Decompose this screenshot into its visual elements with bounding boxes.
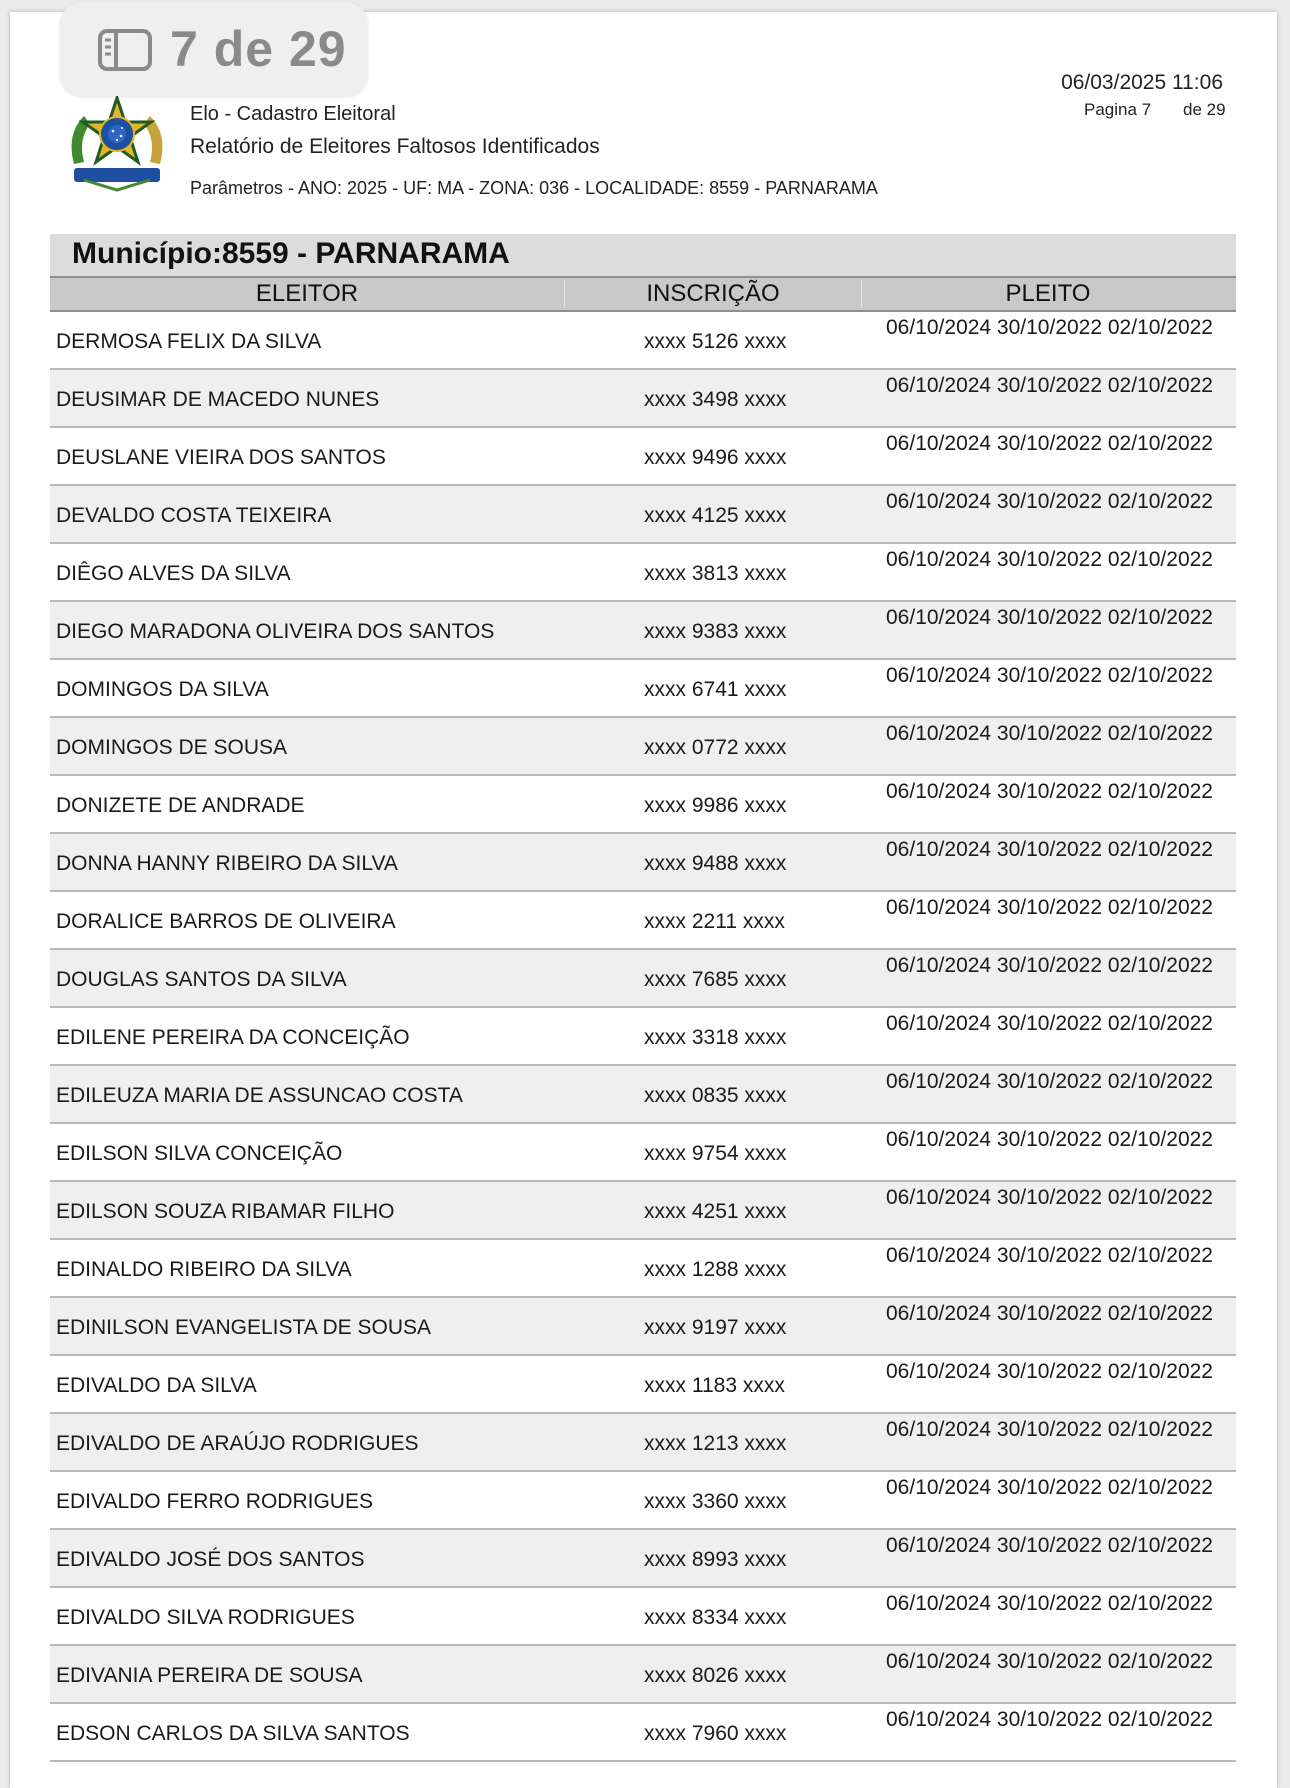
voter-pleito: 06/10/2024 30/10/2022 02/10/2022: [886, 374, 1213, 397]
voter-inscricao: xxxx 8026 xxxx: [644, 1664, 787, 1687]
voter-inscricao: xxxx 8993 xxxx: [644, 1548, 787, 1571]
voter-name: EDIVALDO JOSÉ DOS SANTOS: [56, 1548, 365, 1571]
voter-name: DOMINGOS DE SOUSA: [56, 736, 288, 759]
voter-name: DONIZETE DE ANDRADE: [56, 794, 305, 817]
voter-inscricao: xxxx 9383 xxxx: [644, 620, 787, 643]
table-row: [50, 1356, 1236, 1414]
voter-inscricao: xxxx 9488 xxxx: [644, 852, 787, 875]
municipio-header: [50, 234, 1236, 276]
voter-inscricao: xxxx 4125 xxxx: [644, 504, 787, 527]
voter-pleito: 06/10/2024 30/10/2022 02/10/2022: [886, 954, 1213, 977]
table-row: [50, 544, 1236, 602]
voter-name: EDINILSON EVANGELISTA DE SOUSA: [56, 1316, 431, 1339]
table-row: [50, 312, 1236, 370]
voter-inscricao: xxxx 5126 xxxx: [644, 330, 787, 353]
voter-inscricao: xxxx 3318 xxxx: [644, 1026, 787, 1049]
page-label: Pagina 7: [1084, 100, 1152, 119]
table-row: [50, 370, 1236, 428]
voter-inscricao: xxxx 1213 xxxx: [644, 1432, 787, 1455]
voter-pleito: 06/10/2024 30/10/2022 02/10/2022: [886, 1418, 1213, 1441]
voter-name: DEUSIMAR DE MACEDO NUNES: [56, 388, 380, 411]
voter-inscricao: xxxx 3498 xxxx: [644, 388, 787, 411]
voter-inscricao: xxxx 4251 xxxx: [644, 1200, 787, 1223]
voter-inscricao: xxxx 2211 xxxx: [644, 910, 785, 933]
voter-pleito: 06/10/2024 30/10/2022 02/10/2022: [886, 548, 1213, 571]
voter-inscricao: xxxx 0835 xxxx: [644, 1084, 787, 1107]
voter-pleito: 06/10/2024 30/10/2022 02/10/2022: [886, 780, 1213, 803]
column-header-eleitor: ELEITOR: [255, 280, 359, 307]
column-header-pleito: PLEITO: [1005, 280, 1091, 307]
voter-name: EDIVALDO FERRO RODRIGUES: [56, 1490, 373, 1513]
voter-pleito: 06/10/2024 30/10/2022 02/10/2022: [886, 606, 1213, 629]
municipio-label: Município:8559 - PARNARAMA: [72, 237, 510, 270]
table-row: [50, 1472, 1236, 1530]
voter-name: DIÊGO ALVES DA SILVA: [56, 562, 291, 585]
voter-name: EDINALDO RIBEIRO DA SILVA: [56, 1258, 352, 1281]
voter-inscricao: xxxx 9197 xxxx: [644, 1316, 787, 1339]
voter-pleito: 06/10/2024 30/10/2022 02/10/2022: [886, 1012, 1213, 1035]
voter-name: DEUSLANE VIEIRA DOS SANTOS: [56, 446, 386, 469]
table-row: [50, 1414, 1236, 1472]
voter-name: EDILEUZA MARIA DE ASSUNCAO COSTA: [56, 1084, 463, 1107]
table-row: [50, 1124, 1236, 1182]
table-row: [50, 428, 1236, 486]
table-row: [50, 1066, 1236, 1124]
brazil-coat-of-arms-icon: [64, 94, 170, 194]
voter-inscricao: xxxx 9986 xxxx: [644, 794, 787, 817]
voter-name: EDIVALDO DA SILVA: [56, 1374, 257, 1397]
voter-pleito: 06/10/2024 30/10/2022 02/10/2022: [886, 1534, 1213, 1557]
voter-pleito: 06/10/2024 30/10/2022 02/10/2022: [886, 1592, 1213, 1615]
voter-name: DOUGLAS SANTOS DA SILVA: [56, 968, 347, 991]
voter-pleito: 06/10/2024 30/10/2022 02/10/2022: [886, 316, 1213, 339]
table-row: [50, 1530, 1236, 1588]
voter-inscricao: xxxx 1288 xxxx: [644, 1258, 787, 1281]
table-row: [50, 776, 1236, 834]
table-row: [50, 892, 1236, 950]
voter-pleito: 06/10/2024 30/10/2022 02/10/2022: [886, 664, 1213, 687]
page-indicator-text: 7 de 29: [170, 21, 347, 77]
page-total: de 29: [1183, 100, 1226, 119]
voter-inscricao: xxxx 3360 xxxx: [644, 1490, 787, 1513]
voter-name: EDIVALDO DE ARAÚJO RODRIGUES: [56, 1432, 419, 1455]
voter-pleito: 06/10/2024 30/10/2022 02/10/2022: [886, 1650, 1213, 1673]
table-row: [50, 1704, 1236, 1762]
voter-pleito: 06/10/2024 30/10/2022 02/10/2022: [886, 838, 1213, 861]
voter-inscricao: xxxx 7960 xxxx: [644, 1722, 787, 1745]
report-title: Relatório de Eleitores Faltosos Identificados: [190, 135, 600, 158]
report-datetime: 06/03/2025 11:06: [1061, 71, 1223, 94]
voter-pleito: 06/10/2024 30/10/2022 02/10/2022: [886, 1302, 1213, 1325]
voter-name: DOMINGOS DA SILVA: [56, 678, 269, 701]
sidebar-icon[interactable]: [98, 29, 152, 71]
voter-pleito: 06/10/2024 30/10/2022 02/10/2022: [886, 1360, 1213, 1383]
table-row: [50, 718, 1236, 776]
voter-pleito: 06/10/2024 30/10/2022 02/10/2022: [886, 1070, 1213, 1093]
voter-inscricao: xxxx 9496 xxxx: [644, 446, 787, 469]
column-header-inscricao: INSCRIÇÃO: [564, 280, 862, 308]
voter-pleito: 06/10/2024 30/10/2022 02/10/2022: [886, 1244, 1213, 1267]
voter-inscricao: xxxx 1183 xxxx: [644, 1374, 785, 1397]
voter-pleito: 06/10/2024 30/10/2022 02/10/2022: [886, 1186, 1213, 1209]
voter-name: EDILSON SOUZA RIBAMAR FILHO: [56, 1200, 395, 1223]
table-row: [50, 950, 1236, 1008]
voter-pleito: 06/10/2024 30/10/2022 02/10/2022: [886, 490, 1213, 513]
table-row: [50, 1298, 1236, 1356]
voter-name: DORALICE BARROS DE OLIVEIRA: [56, 910, 396, 933]
voter-name: EDIVALDO SILVA RODRIGUES: [56, 1606, 355, 1629]
system-name: Elo - Cadastro Eleitoral: [190, 103, 396, 125]
voter-inscricao: xxxx 8334 xxxx: [644, 1606, 787, 1629]
table-header: [50, 276, 1236, 312]
voter-pleito: 06/10/2024 30/10/2022 02/10/2022: [886, 1476, 1213, 1499]
voter-name: DERMOSA FELIX DA SILVA: [56, 330, 322, 353]
voter-name: DONNA HANNY RIBEIRO DA SILVA: [56, 852, 398, 875]
voter-name: EDILENE PEREIRA DA CONCEIÇÃO: [56, 1026, 410, 1049]
voter-inscricao: xxxx 6741 xxxx: [644, 678, 787, 701]
table-row: [50, 834, 1236, 892]
voter-name: DEVALDO COSTA TEIXEIRA: [56, 504, 332, 527]
table-row: [50, 1182, 1236, 1240]
page-indicator[interactable]: [60, 2, 368, 96]
voter-pleito: 06/10/2024 30/10/2022 02/10/2022: [886, 1708, 1213, 1731]
voter-pleito: 06/10/2024 30/10/2022 02/10/2022: [886, 722, 1213, 745]
voter-pleito: 06/10/2024 30/10/2022 02/10/2022: [886, 896, 1213, 919]
voter-inscricao: xxxx 0772 xxxx: [644, 736, 787, 759]
voter-inscricao: xxxx 7685 xxxx: [644, 968, 787, 991]
voter-inscricao: xxxx 9754 xxxx: [644, 1142, 787, 1165]
report-parameters: Parâmetros - ANO: 2025 - UF: MA - ZONA: 036 - LOCALIDADE: 8559 - PARNARAMA: [190, 178, 878, 198]
table-row: [50, 1008, 1236, 1066]
table-row: [50, 660, 1236, 718]
voter-name: DIEGO MARADONA OLIVEIRA DOS SANTOS: [56, 620, 495, 643]
table-row: [50, 602, 1236, 660]
voter-name: EDIVANIA PEREIRA DE SOUSA: [56, 1664, 363, 1687]
voter-name: EDILSON SILVA CONCEIÇÃO: [56, 1142, 343, 1165]
table-row: [50, 1646, 1236, 1704]
voter-inscricao: xxxx 3813 xxxx: [644, 562, 787, 585]
table-row: [50, 486, 1236, 544]
voter-table-body: [50, 312, 1236, 1762]
table-row: [50, 1240, 1236, 1298]
voter-pleito: 06/10/2024 30/10/2022 02/10/2022: [886, 432, 1213, 455]
voter-pleito: 06/10/2024 30/10/2022 02/10/2022: [886, 1128, 1213, 1151]
table-row: [50, 1588, 1236, 1646]
voter-name: EDSON CARLOS DA SILVA SANTOS: [56, 1722, 410, 1745]
